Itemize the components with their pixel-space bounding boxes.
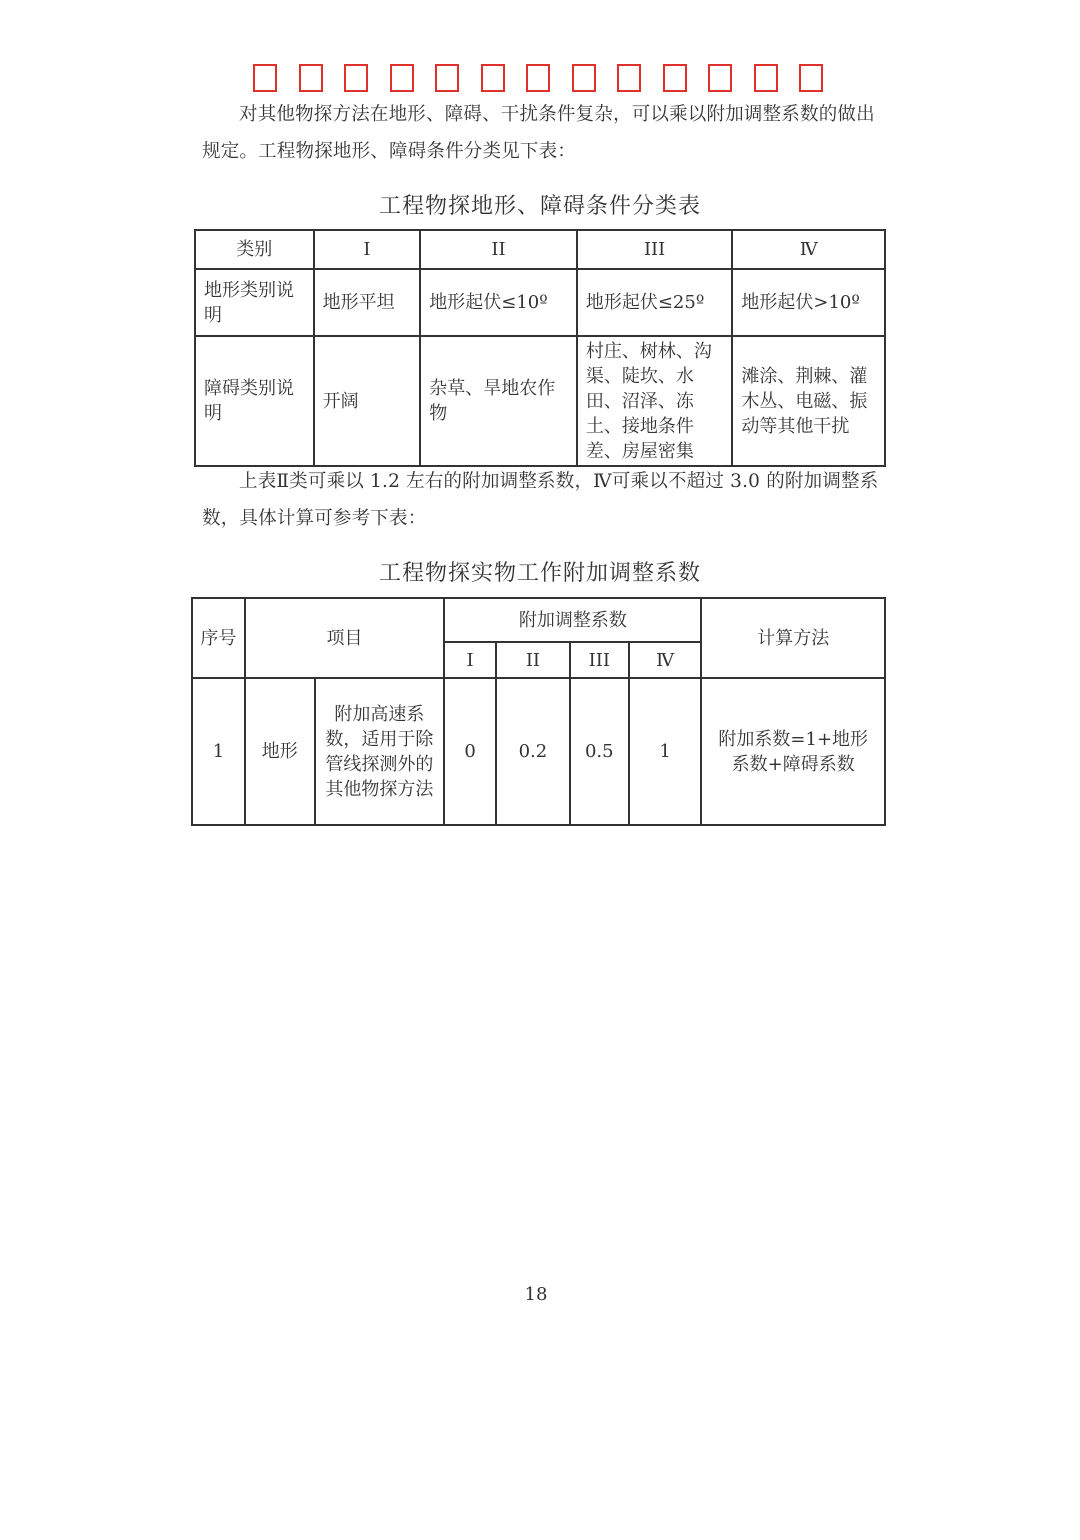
header-cell-class-3: III xyxy=(570,642,629,678)
table-cell-value: 0.2 xyxy=(496,678,570,825)
header-cell-seq: 序号 xyxy=(192,598,245,678)
header-box xyxy=(299,64,323,92)
table-cell-value: 0.5 xyxy=(570,678,629,825)
header-cell-class-1: I xyxy=(444,642,496,678)
header-box xyxy=(708,64,732,92)
header-box xyxy=(390,64,414,92)
header-box xyxy=(253,64,277,92)
table-cell: 地形平坦 xyxy=(314,269,421,336)
header-box xyxy=(344,64,368,92)
header-cell-item: 项目 xyxy=(245,598,444,678)
header-box xyxy=(663,64,687,92)
table-row xyxy=(195,269,885,336)
table-row xyxy=(192,678,885,825)
header-cell-class-3: III xyxy=(577,230,733,269)
row-label-terrain: 地形类别说明 xyxy=(195,269,314,336)
table-cell: 地形起伏≤25º xyxy=(577,269,733,336)
table-cell-seq: 1 xyxy=(192,678,245,825)
intro-paragraph: 对其他物探方法在地形、障碍、干扰条件复杂，可以乘以附加调整系数的做出规定。工程物探地形、障碍条件分类见下表： xyxy=(202,104,875,162)
table-header-row xyxy=(192,598,885,642)
row-label-obstacle: 障碍类别说明 xyxy=(195,336,314,466)
header-box xyxy=(572,64,596,92)
table-cell-value: 0 xyxy=(444,678,496,825)
table1-title: 工程物探地形、障碍条件分类表 xyxy=(378,194,701,219)
header-cell-class-2: II xyxy=(496,642,570,678)
page-number: 18 xyxy=(524,1284,548,1305)
table-cell-value: 1 xyxy=(629,678,702,825)
table2-title: 工程物探实物工作附加调整系数 xyxy=(378,561,701,586)
table-cell: 滩涂、荆棘、灌木丛、电磁、振动等其他干扰 xyxy=(732,336,885,466)
terrain-obstacle-classification-table xyxy=(194,229,886,467)
header-box xyxy=(526,64,550,92)
header-cell-method: 计算方法 xyxy=(701,598,885,678)
table-cell: 杂草、旱地农作物 xyxy=(420,336,577,466)
header-box xyxy=(754,64,778,92)
table-cell: 地形起伏≤10º xyxy=(420,269,577,336)
table-header-row xyxy=(195,230,885,269)
table-cell-item: 地形 xyxy=(245,678,315,825)
table-cell: 地形起伏>10º xyxy=(732,269,885,336)
header-cell-coefficient: 附加调整系数 xyxy=(444,598,701,642)
header-cell-category: 类别 xyxy=(195,230,314,269)
table-cell: 开阔 xyxy=(314,336,421,466)
header-box xyxy=(799,64,823,92)
table-cell: 村庄、树林、沟渠、陡坎、水田、沼泽、冻土、接地条件差、房屋密集 xyxy=(577,336,733,466)
header-cell-class-4: Ⅳ xyxy=(732,230,885,269)
explanation-paragraph: 上表Ⅱ类可乘以 1.2 左右的附加调整系数，Ⅳ可乘以不超过 3.0 的附加调整系数，具体计算可参考下表： xyxy=(202,471,879,529)
header-box xyxy=(435,64,459,92)
table-row xyxy=(195,336,885,466)
header-box xyxy=(481,64,505,92)
adjustment-coefficient-table xyxy=(191,597,886,826)
table-cell-method: 附加系数=1+地形系数+障碍系数 xyxy=(701,678,885,825)
header-box xyxy=(617,64,641,92)
red-header-boxes xyxy=(253,64,823,98)
table-cell-desc: 附加高速系数，适用于除管线探测外的其他物探方法 xyxy=(315,678,445,825)
header-cell-class-2: II xyxy=(420,230,577,269)
header-cell-class-4: Ⅳ xyxy=(629,642,702,678)
header-cell-class-1: I xyxy=(314,230,421,269)
